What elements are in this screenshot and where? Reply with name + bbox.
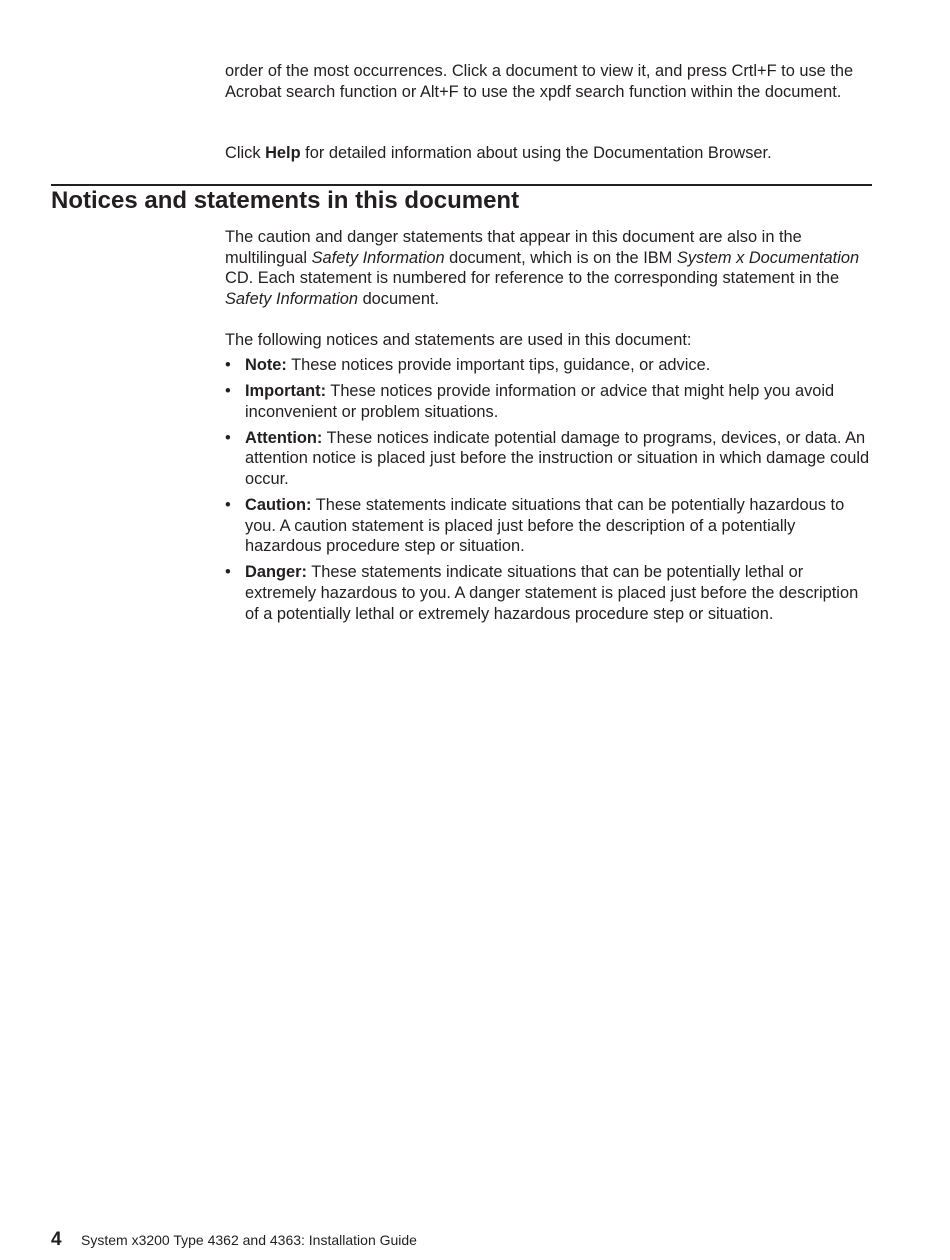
notice-description: These notices provide information or advice that might help you avoid inconvenient or problem situations. (245, 382, 835, 421)
safety-text-2: document, which is on the IBM (444, 248, 677, 267)
notice-description: These statements indicate situations that can be potentially lethal or extremely hazardous to you. A danger statement is placed just before the description of a potentially lethal or extremely hazardous procedure step or situation. (245, 563, 859, 623)
safety-text-3: CD. Each statement is numbered for reference to the corresponding statement in the (225, 269, 840, 288)
notice-term: Note: (245, 356, 287, 374)
help-suffix: for detailed information about using the Documentation Browser. (300, 144, 772, 162)
safety-text-1: The caution and danger statements that appear in this document are also in the multilingual (225, 228, 802, 267)
list-item-note (225, 355, 875, 376)
bullet-marker: • (225, 382, 231, 401)
notices-intro-paragraph: The following notices and statements are used in this document: (225, 331, 692, 349)
bullet-marker: • (225, 356, 231, 374)
notice-description: These notices provide important tips, guidance, or advice. (286, 356, 711, 374)
help-keyword: Help (265, 144, 301, 162)
footer-document-title: System x3200 Type 4362 and 4363: Installation Guide (81, 1232, 417, 1248)
safety-text-4: document. (358, 289, 440, 308)
list-item-attention (225, 428, 875, 490)
help-paragraph (225, 143, 875, 164)
page-number: 4 (51, 1229, 62, 1250)
documentation-cd-title: System x Documentation (676, 248, 860, 267)
list-item-danger (225, 562, 875, 624)
list-item-caution (225, 495, 875, 557)
section-heading: Notices and statements in this document (51, 187, 520, 214)
safety-doc-title-2: Safety Information (225, 289, 359, 308)
bullet-marker: • (225, 563, 231, 582)
notice-term: Caution: (245, 496, 312, 515)
notice-term: Danger: (245, 563, 307, 582)
list-item-important (225, 381, 875, 422)
bullet-marker: • (225, 428, 231, 447)
safety-doc-title-1: Safety Information (311, 248, 445, 267)
notice-term: Important: (245, 382, 327, 401)
page-footer (51, 1229, 417, 1251)
bullet-marker: • (225, 496, 231, 515)
intro-continuation-paragraph: order of the most occurrences. Click a document to view it, and press Crtl+F to use the Acrobat search function or Alt+F to use the xpdf search function within the document. (225, 62, 854, 101)
notice-types-list (225, 355, 875, 630)
help-prefix: Click (225, 144, 266, 162)
notice-description: These statements indicate situations that can be potentially hazardous to you. A caution statement is placed just before the description of a potentially hazardous procedure step or situation. (245, 496, 845, 556)
notice-term: Attention: (245, 428, 323, 447)
safety-info-paragraph (225, 227, 875, 309)
notice-description: These notices indicate potential damage to programs, devices, or data. An attention notice is placed just before the instruction or situation in which damage could occur. (245, 428, 870, 488)
